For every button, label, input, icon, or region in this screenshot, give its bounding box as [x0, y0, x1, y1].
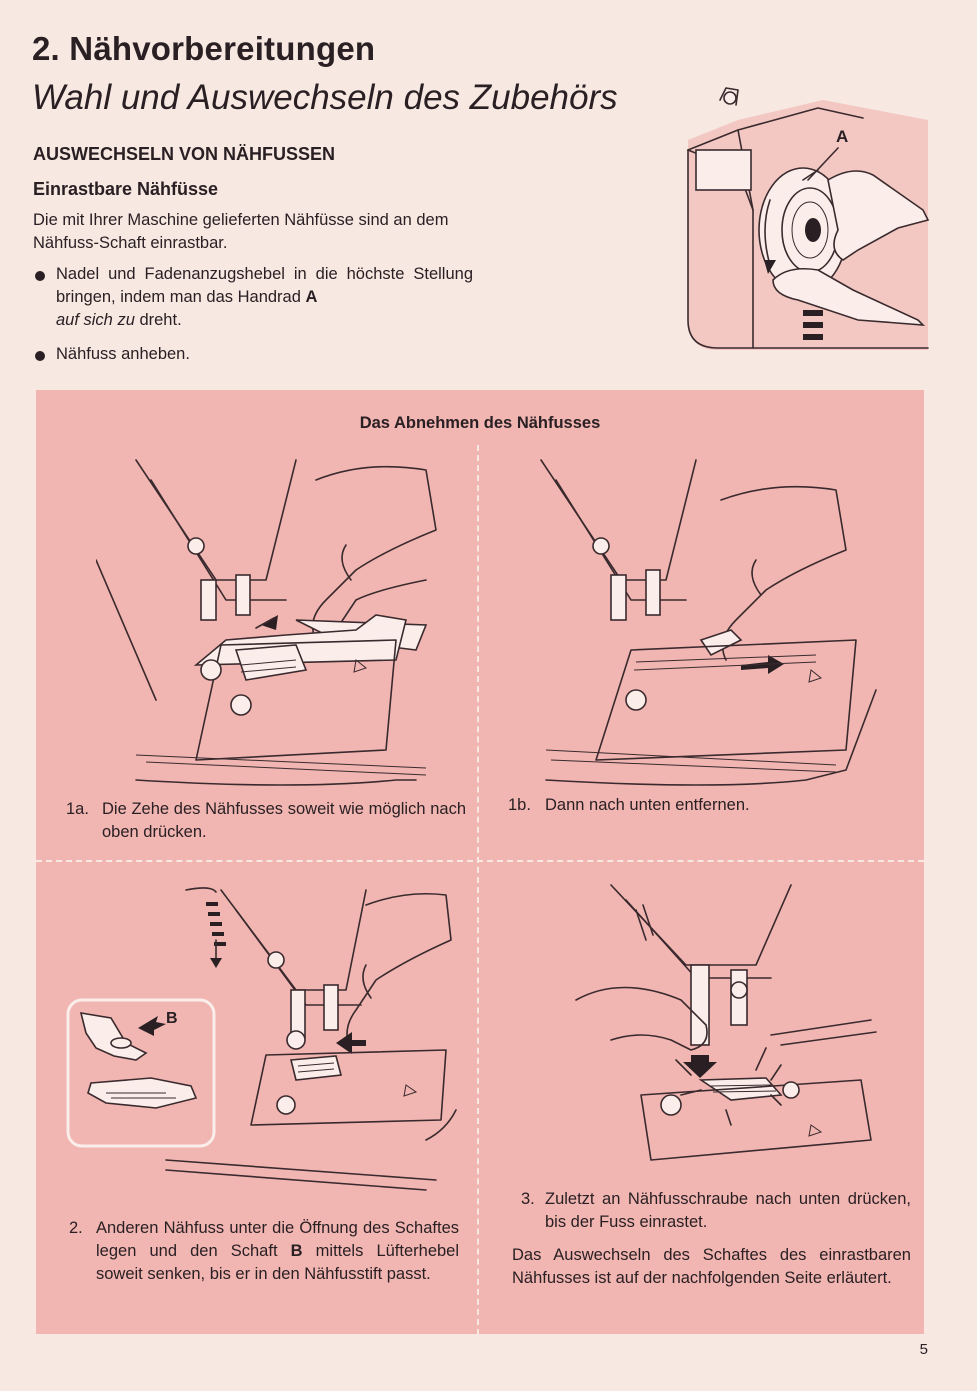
inset-shaft-b [66, 998, 218, 1155]
step-number: 3. [521, 1190, 535, 1208]
step-1b-caption [508, 794, 908, 817]
step-text: Dann nach unten entfernen. [545, 796, 750, 814]
step-1a-caption [66, 798, 466, 844]
intro-paragraph: Die mit Ihrer Maschine gelieferten Nähfüsse sind an dem Nähfuss-Schaft einrastbar. [33, 211, 449, 252]
bullet-item-handwheel [33, 263, 473, 332]
bullet-dot [35, 271, 45, 281]
page-subtitle: Wahl und Auswechseln des Zubehörs [32, 78, 618, 117]
page-number: 5 [919, 1341, 928, 1358]
step-1b-illustration [516, 450, 886, 795]
bullet-text: Nadel und Fadenanzugshebel in die höchste Stellung bringen, indem man das Handrad A auf sich zu dreht. [56, 265, 473, 329]
step-text: Anderen Nähfuss unter die Öffnung des Schaftes legen und den Schaft B mittels Lüfterhebel soweit senken, bis er in den Nähfusstift passt. [96, 1219, 460, 1283]
page-title: 2. Nähvorbereitungen [32, 30, 376, 67]
step-number: 2. [69, 1219, 83, 1237]
handwheel-illustration [678, 80, 933, 355]
instruction-panel [36, 390, 924, 1334]
panel-divider-horizontal [36, 860, 924, 862]
bullet-text: Nähfuss anheben. [56, 345, 190, 363]
section-heading: AUSWECHSELN VON NÄHFUSSEN [33, 144, 336, 164]
step-1a-illustration [96, 450, 456, 795]
panel-divider-vertical [477, 445, 479, 1335]
panel-title: Das Abnehmen des Nähfusses [359, 414, 601, 432]
label-b: B [166, 1010, 178, 1027]
step-2-caption [69, 1217, 459, 1286]
step-3-note: Das Auswechseln des Schaftes des einrastbaren Nähfusses ist auf der nachfolgenden Seite erläutert. [512, 1246, 911, 1287]
section-subheading: Einrastbare Nähfüsse [33, 179, 219, 199]
label-a: A [836, 127, 849, 146]
step-text: Zuletzt an Nähfusschraube nach unten drücken, bis der Fuss einrastet. [545, 1190, 911, 1231]
step-3-caption [521, 1188, 911, 1234]
bullet-item-lift-foot [33, 343, 473, 366]
step-text: Die Zehe des Nähfusses soweit wie möglich nach oben drücken. [102, 800, 466, 841]
bullet-dot [35, 351, 45, 361]
step-number: 1a. [66, 800, 89, 818]
step-number: 1b. [508, 796, 531, 814]
step-3-illustration [531, 880, 901, 1195]
